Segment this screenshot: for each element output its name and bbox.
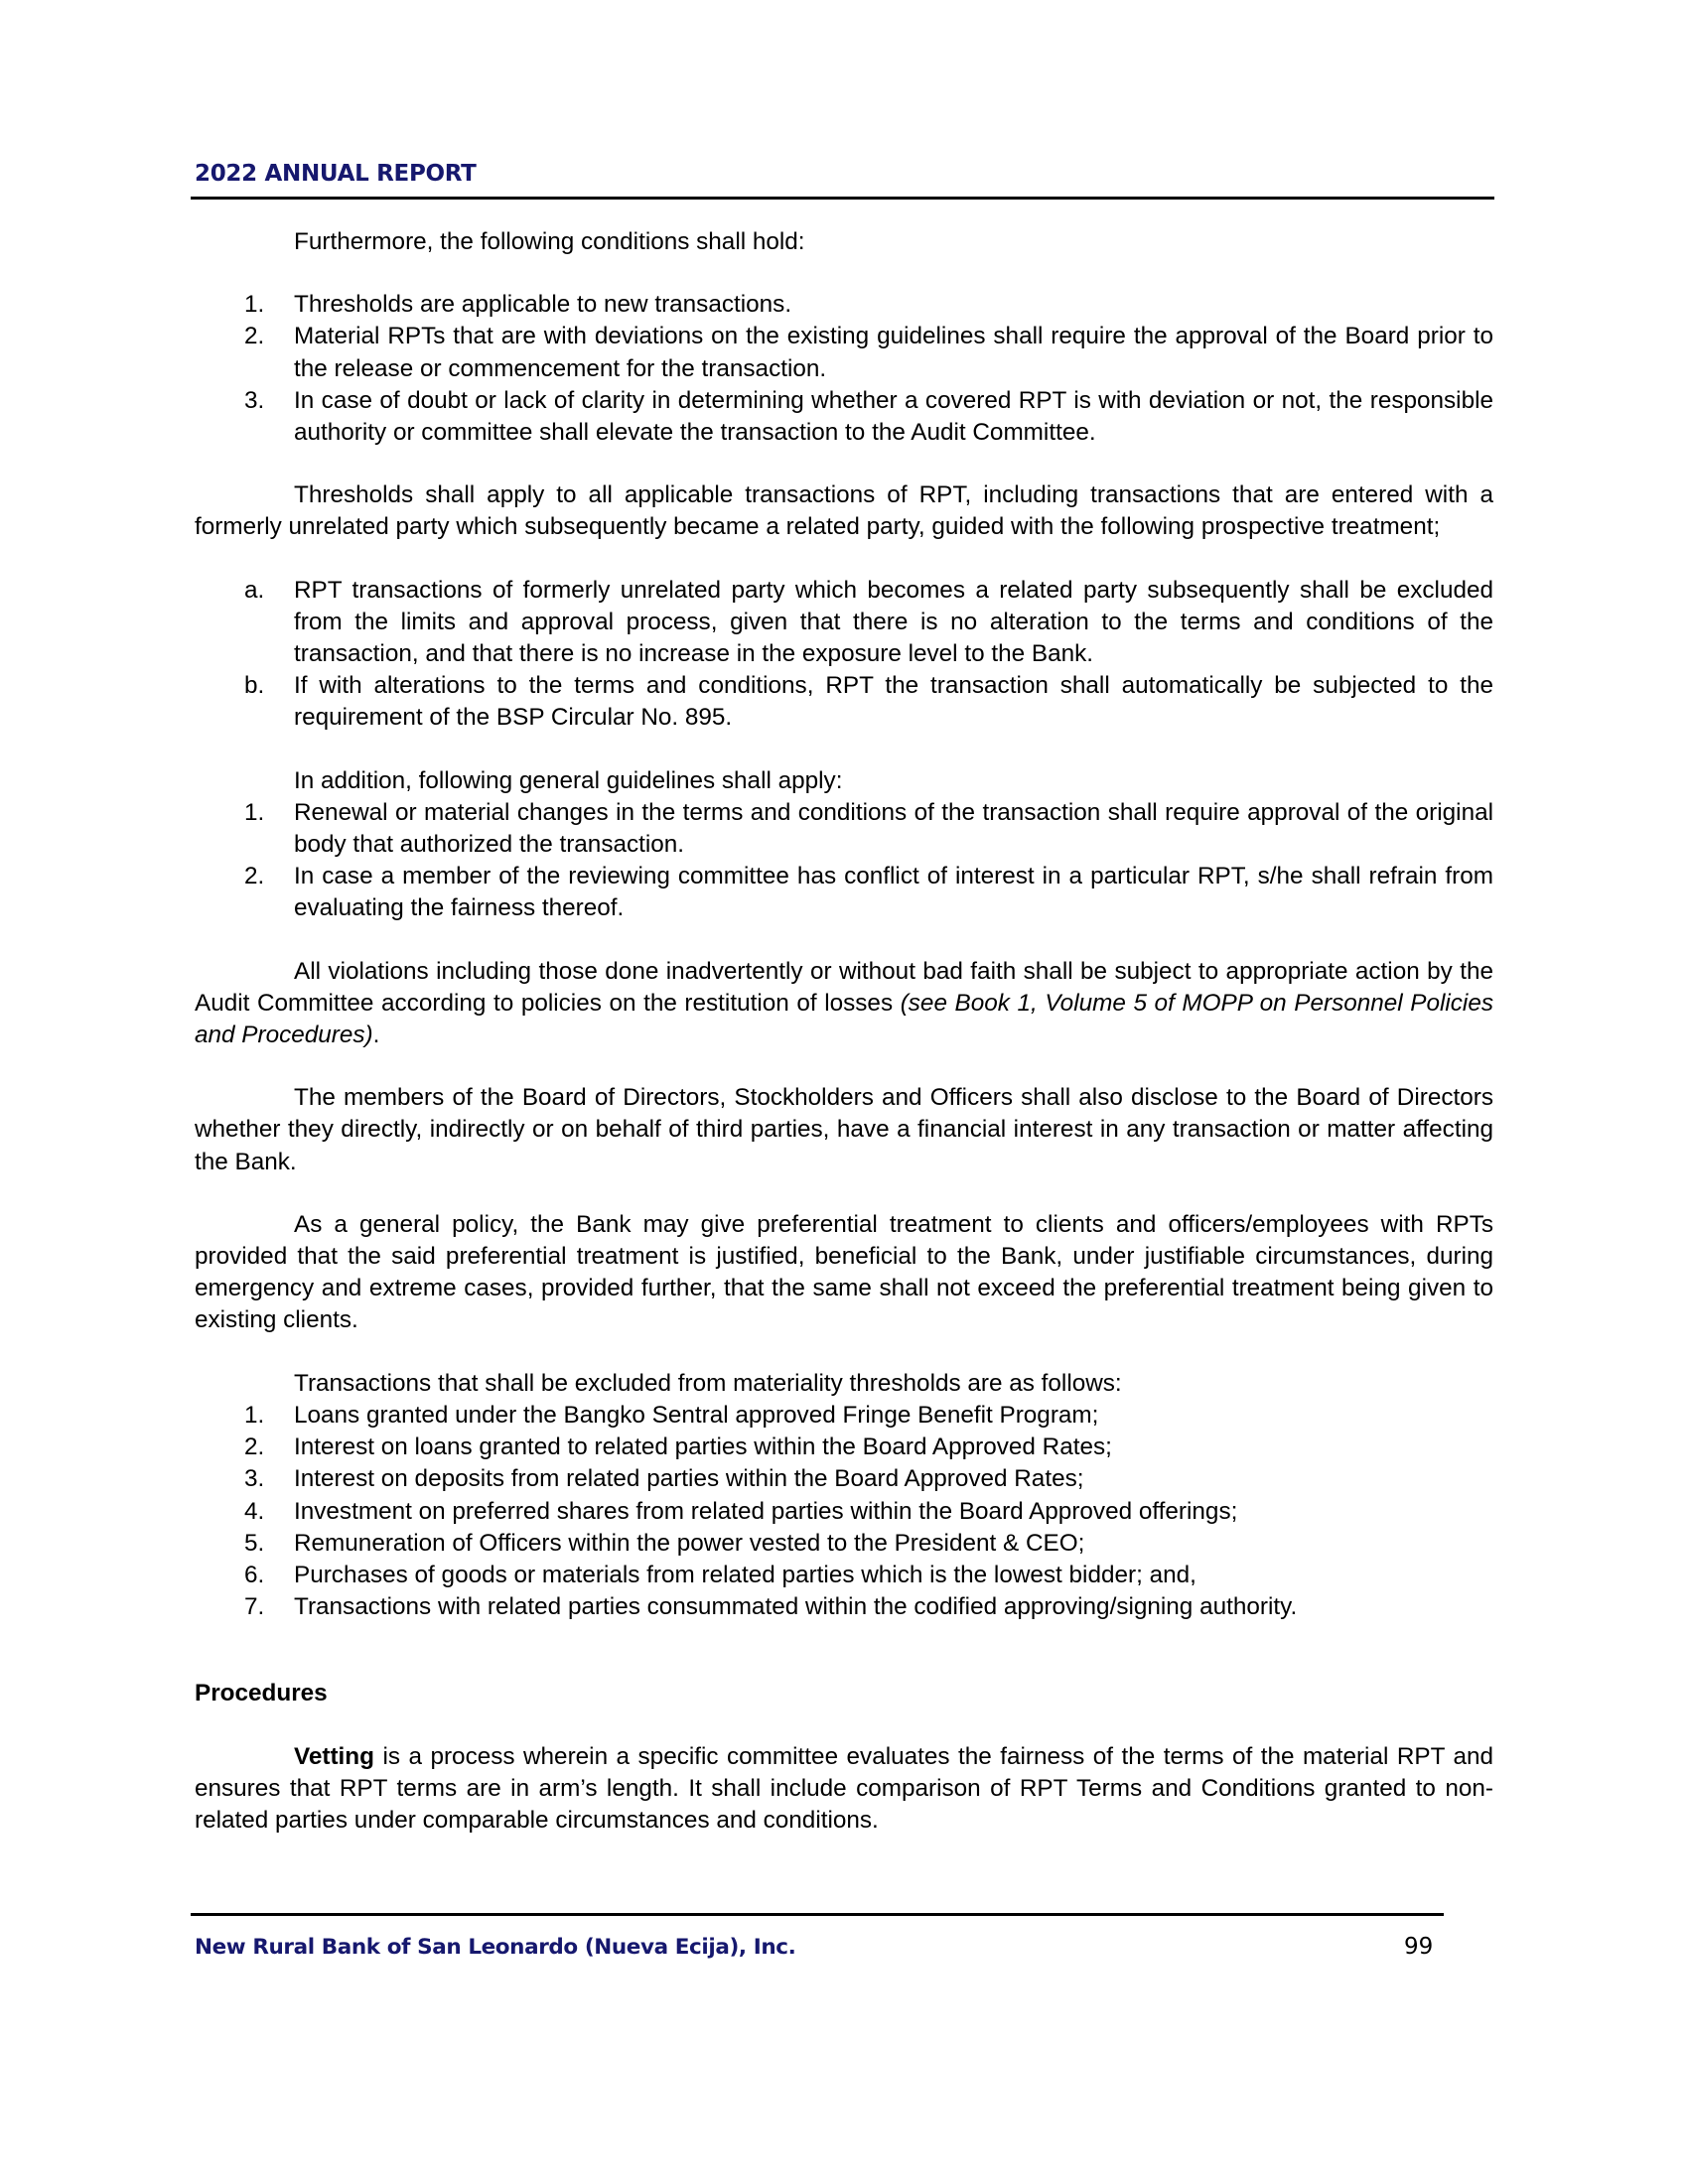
list-marker: 5. — [244, 1529, 265, 1557]
prospective-treatment-list — [195, 575, 1493, 735]
vetting-term: Vetting — [294, 1742, 374, 1770]
disclosure-paragraph: The members of the Board of Directors, Stockholders and Officers shall also disclose to the Board of Directors whether they directly, indirectly or on behalf of third parties, have a financial interest in any transaction or matter affecting the Bank. — [195, 1084, 1493, 1175]
list-item-text: Loans granted under the Bangko Sentral approved Fringe Benefit Program; — [294, 1401, 1099, 1429]
list-marker: 2. — [244, 863, 265, 890]
list-item — [195, 1560, 1493, 1591]
list-marker: 6. — [244, 1561, 265, 1588]
violations-text: All violations including those done inadvertently or without bad faith shall be subject to appropriate action by the Audit Committee according to policies on the restitution of losses — [195, 957, 1493, 1017]
list-marker: 3. — [244, 386, 265, 414]
spacer — [195, 544, 1493, 575]
exclusions-list — [195, 1400, 1493, 1623]
conditions-list — [195, 289, 1493, 449]
list-item — [195, 797, 1493, 861]
violations-paragraph — [195, 956, 1493, 1052]
spacer — [195, 1337, 1493, 1368]
list-item — [195, 670, 1493, 734]
list-item-text: RPT transactions of formerly unrelated party which becomes a related party subsequently shall be excluded from the limits and approval process, given that there is no alteration to the terms and conditions of the transaction, and that there is no increase in the exposure level to the Bank. — [294, 576, 1493, 668]
list-item-text: Purchases of goods or materials from related parties which is the lowest bidder; and, — [294, 1561, 1196, 1588]
list-marker: 1. — [244, 291, 265, 319]
spacer — [195, 258, 1493, 289]
list-item-text: Interest on deposits from related parties within the Board Approved Rates; — [294, 1465, 1084, 1493]
list-item — [195, 575, 1493, 671]
violations-reference: (see Book 1, Volume 5 of MOPP on Personnel Policies and Procedures) — [195, 989, 1493, 1049]
spacer — [195, 925, 1493, 956]
footer-organization: New Rural Bank of San Leonardo (Nueva Ecija), Inc. — [195, 1935, 796, 1960]
guidelines-list — [195, 797, 1493, 925]
list-marker: 1. — [244, 1401, 265, 1429]
list-item — [195, 1400, 1493, 1432]
exclusions-intro: Transactions that shall be excluded from materiality thresholds are as follows: — [294, 1369, 1122, 1397]
conditions-intro: Furthermore, the following conditions shall hold: — [294, 228, 805, 255]
header-divider — [191, 197, 1494, 200]
list-item-text: Investment on preferred shares from related parties within the Board Approved offerings; — [294, 1497, 1238, 1525]
list-marker: 2. — [244, 323, 265, 350]
policy-paragraph: As a general policy, the Bank may give preferential treatment to clients and officers/employees with RPTs provided that the said preferential treatment is justified, beneficial to the Bank, under justifiable circumstances, during emergency and extreme cases, provided further, that the same shall not exceed the preferential treatment being given to existing clients. — [195, 1210, 1493, 1334]
list-item-text: In case a member of the reviewing committee has conflict of interest in a particular RPT, s/he shall refrain from evaluating the fairness thereof. — [294, 863, 1493, 922]
thresholds-paragraph: Thresholds shall apply to all applicable transactions of RPT, including transactions that are entered with a formerly unrelated party which subsequently became a related party, guided with the following prospective treatment; — [195, 481, 1493, 541]
list-item — [195, 1432, 1493, 1463]
list-marker: 2. — [244, 1433, 265, 1461]
list-item-text: Interest on loans granted to related parties within the Board Approved Rates; — [294, 1433, 1112, 1461]
list-item — [195, 1463, 1493, 1495]
list-item-text: Transactions with related parties consummated within the codified approving/signing authority. — [294, 1593, 1298, 1621]
list-marker: a. — [244, 576, 265, 604]
list-item-text: Renewal or material changes in the terms and conditions of the transaction shall require approval of the original body that authorized the transaction. — [294, 798, 1493, 859]
report-title: 2022 ANNUAL REPORT — [195, 161, 477, 187]
document-body — [195, 226, 1493, 1837]
list-marker: b. — [244, 672, 265, 700]
spacer — [195, 449, 1493, 479]
page-number: 99 — [1404, 1934, 1434, 1960]
list-item — [195, 1591, 1493, 1623]
vetting-paragraph — [195, 1741, 1493, 1838]
vetting-text: is a process wherein a specific committee evaluates the fairness of the terms of the material RPT and ensures that RPT terms are in arm’s length. It shall include comparison of RPT Terms and Conditions granted to non-related parties under comparable circumstances and conditions. — [195, 1742, 1493, 1834]
list-marker: 1. — [244, 798, 265, 826]
list-item — [195, 321, 1493, 384]
list-item-text: Material RPTs that are with deviations on the existing guidelines shall require the approval of the Board prior to the release or commencement for the transaction. — [294, 323, 1493, 382]
spacer — [195, 1710, 1493, 1741]
list-item — [195, 385, 1493, 449]
list-item — [195, 861, 1493, 924]
list-item — [195, 1496, 1493, 1528]
list-marker: 3. — [244, 1465, 265, 1493]
footer-divider — [191, 1913, 1444, 1916]
list-marker: 7. — [244, 1593, 265, 1621]
guidelines-intro: In addition, following general guidelines shall apply: — [294, 766, 843, 794]
list-item-text: In case of doubt or lack of clarity in determining whether a covered RPT is with deviation or not, the responsible authority or committee shall elevate the transaction to the Audit Committee. — [294, 386, 1493, 447]
violations-end: . — [372, 1022, 380, 1049]
list-marker: 4. — [244, 1497, 265, 1525]
spacer — [195, 1623, 1493, 1678]
spacer — [195, 1178, 1493, 1209]
list-item-text: Thresholds are applicable to new transactions. — [294, 291, 792, 319]
list-item-text: If with alterations to the terms and conditions, RPT the transaction shall automatically be subjected to the requirement of the BSP Circular No. 895. — [294, 672, 1493, 732]
spacer — [195, 1051, 1493, 1082]
procedures-heading: Procedures — [195, 1680, 328, 1707]
list-item — [195, 1528, 1493, 1560]
spacer — [195, 735, 1493, 765]
list-item-text: Remuneration of Officers within the power vested to the President & CEO; — [294, 1529, 1085, 1557]
list-item — [195, 289, 1493, 321]
